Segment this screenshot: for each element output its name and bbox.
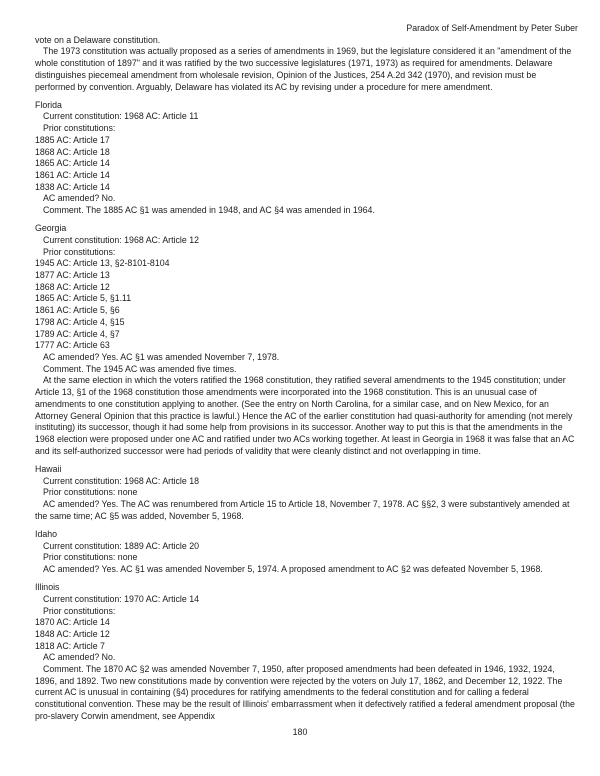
prior-constitution-item: 1861 AC: Article 14 [35, 169, 110, 180]
ac-amended-line: AC amended? Yes. The AC was renumbered from Article 15 to Article 18, November 7, 1978. AC §§2, 3 were substantively amended at the same time; AC §5 was added, November 5, 1968. [35, 498, 570, 521]
prior-constitutions-heading: Prior constitutions: [43, 246, 116, 257]
prior-constitution-item: 1865 AC: Article 5, §1.11 [35, 293, 132, 304]
state-heading: Illinois [35, 582, 60, 593]
prior-constitutions-heading: Prior constitutions: [43, 605, 116, 616]
running-header: Paradox of Self-Amendment by Peter Suber [406, 23, 578, 33]
current-constitution-line: Current constitution: 1968 AC: Article 18 [43, 475, 199, 486]
discussion-paragraph: At the same election in which the voters ratified the 1968 constitution, they ratified several amendments to the 1945 constitution; under Article 13, §1 of the 1968 constitution those amendments were incorporated into the 1968 constitution. This is an unusual case of amendments to one constitution applying to another. (See the entry on North Carolina, for a similar case, and on New Mexico, for an Attorney General Opinion that this practice is lawful.) Hence the AC of the earlier constitution had quasi-authority for amending (not merely instituting) its successor, though it had some help from provisions in its successor. Another way to put this is that the amendments in the 1968 election were proposed under one AC and ratified under two ACs working together. At least in Georgia in 1968 it was false that an AC and its self-authorized successor were had periods of validity that were cleanly distinct and not overlapping in time. [35, 375, 575, 456]
current-constitution-line: Current constitution: 1968 AC: Article 11 [43, 111, 199, 122]
prior-constitutions-heading: Prior constitutions: none [43, 487, 138, 498]
state-heading: Florida [35, 99, 62, 110]
state-heading: Hawaii [35, 463, 62, 474]
state-heading: Idaho [35, 528, 58, 539]
prior-constitution-item: 1870 AC: Article 14 [35, 617, 110, 628]
prior-constitution-item: 1868 AC: Article 12 [35, 281, 110, 292]
state-heading: Georgia [35, 223, 67, 234]
ac-amended-line: AC amended? No. [43, 193, 116, 204]
prior-constitution-item: 1885 AC: Article 17 [35, 134, 110, 145]
prior-constitution-item: 1818 AC: Article 7 [35, 640, 105, 651]
prior-constitutions-heading: Prior constitutions: [43, 123, 116, 134]
prior-constitution-item: 1777 AC: Article 63 [35, 340, 110, 351]
prior-constitution-item: 1945 AC: Article 13, §2-8101-8104 [35, 258, 170, 269]
page-number: 180 [292, 727, 308, 737]
state-section-florida [35, 100, 578, 217]
prior-constitution-item: 1798 AC: Article 4, §15 [35, 316, 125, 327]
comment-paragraph: Comment. The 1870 AC §2 was amended November 7, 1950, after proposed amendments had been defeated in 1946, 1932, 1924, 1896, and 1892. Two new constitutions made by convention were rejected by the voters on July 17, 1862, and December 12, 1922. The current AC is unusual in containing (§4) procedures for ratifying amendments to the federal constitution and for calling a federal constitutional convention. These may be the result of Illinois' embarrassment when it defectively ratified a federal amendment proposal (the pro-slavery Corwin amendment, see Appendix [35, 664, 575, 721]
prior-constitution-item: 1877 AC: Article 13 [35, 270, 110, 281]
current-constitution-line: Current constitution: 1968 AC: Article 12 [43, 234, 199, 245]
comment-line: Comment. The 1945 AC was amended five times. [43, 363, 237, 374]
comment-line: Comment. The 1885 AC §1 was amended in 1948, and AC §4 was amended in 1964. [43, 205, 375, 216]
continuation-line: vote on a Delaware constitution. [35, 34, 161, 45]
current-constitution-line: Current constitution: 1889 AC: Article 20 [43, 540, 199, 551]
ac-amended-line: AC amended? Yes. AC §1 was amended November 5, 1974. A proposed amendment to AC §2 was defeated November 5, 1968. [43, 563, 543, 574]
prior-constitution-item: 1789 AC: Article 4, §7 [35, 328, 120, 339]
state-section-georgia [35, 223, 578, 457]
current-constitution-line: Current constitution: 1970 AC: Article 14 [43, 593, 199, 604]
prior-constitution-item: 1861 AC: Article 5, §6 [35, 305, 120, 316]
intro-paragraph: The 1973 constitution was actually proposed as a series of amendments in 1969, but the legislature considered it an "amendment of the whole constitution of 1897" and it was ratified by the two successive legislatures (1971, 1973) as required for amendments. Delaware distinguishes piecemeal amendment from wholesale revision, Opinion of the Justices, 254 A.2d 342 (1970), and revision must be performed by convention. Arguably, Delaware has violated its AC by revising under a procedure for mere amendment. [35, 46, 572, 92]
prior-constitution-item: 1838 AC: Article 14 [35, 181, 110, 192]
ac-amended-line: AC amended? No. [43, 652, 116, 663]
prior-constitution-item: 1865 AC: Article 14 [35, 158, 110, 169]
state-section-idaho [35, 529, 578, 576]
state-section-hawaii [35, 464, 578, 523]
state-section-illinois [35, 582, 578, 722]
ac-amended-line: AC amended? Yes. AC §1 was amended November 7, 1978. [43, 351, 280, 362]
prior-constitution-item: 1868 AC: Article 18 [35, 146, 110, 157]
prior-constitution-item: 1848 AC: Article 12 [35, 628, 110, 639]
prior-constitutions-heading: Prior constitutions: none [43, 552, 138, 563]
